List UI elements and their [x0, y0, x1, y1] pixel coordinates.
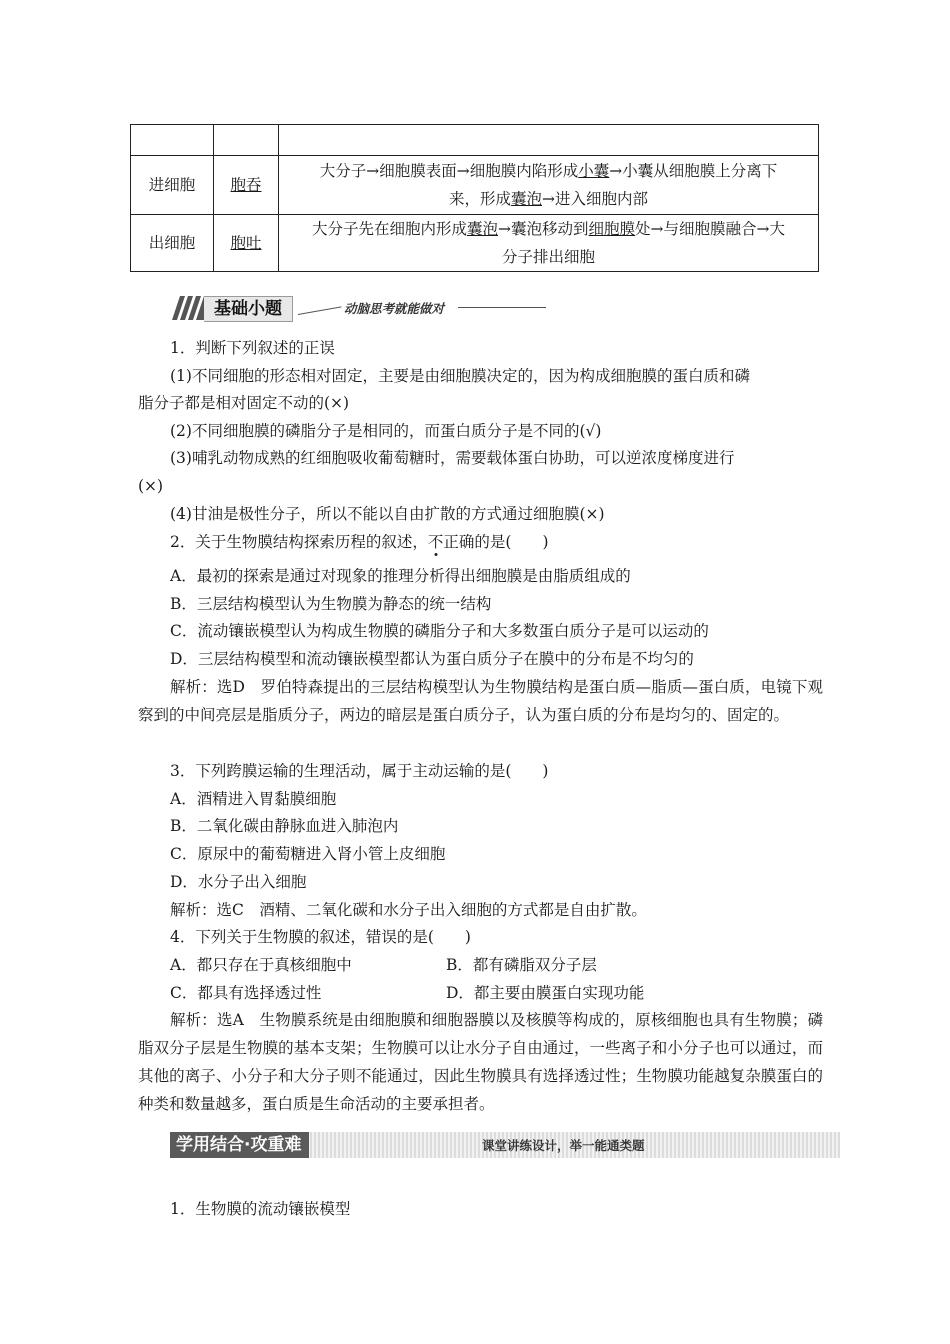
banner-slogan: 课堂讲练设计，举一能通类题	[482, 1138, 645, 1153]
table-row	[131, 215, 819, 272]
q4-analysis: 解析：选A 生物膜系统是由细胞膜和细胞器膜以及核膜等构成的，原核细胞也具有生物膜；磷脂双分子层是生物膜的基本支架；生物膜可以让水分子自由通过，一些离子和小分子也可以通过，而其他的离子、小分子和大分子则不能通过，因此生物膜具有选择透过性；生物膜功能越复杂膜蛋白的种类和数量越多，蛋白质是生命活动的主要承担者。	[138, 1011, 823, 1113]
process-text: 处→与细胞膜融合→大	[635, 220, 786, 238]
q3-option-c: C．原尿中的葡萄糖进入肾小管上皮细胞	[170, 845, 446, 863]
cell-process	[279, 156, 819, 215]
q2-emphasis-mark: 不	[427, 533, 444, 551]
cell-direction: 出细胞	[131, 215, 214, 272]
section-banner-basic	[170, 294, 550, 322]
question-3-stem: 3．下列跨膜运输的生理活动，属于主动运输的是( )	[170, 762, 549, 780]
q4-option-b: B．都有磷脂双分子层	[446, 956, 597, 974]
section-banner-practice	[170, 1132, 840, 1158]
process-text: →囊泡移动到	[498, 220, 589, 238]
q1-statement-3b: (×)	[138, 477, 164, 495]
process-text: 大分子→细胞膜表面→细胞膜内陷形成	[319, 162, 579, 180]
banner-divider	[298, 306, 342, 315]
process-line	[285, 243, 812, 271]
underlined-term: 囊泡	[511, 190, 543, 208]
q2-option-b: B．三层结构模型认为生物膜为静态的统一结构	[170, 595, 492, 613]
process-line	[285, 157, 812, 185]
q1-statement-3a: (3)哺乳动物成熟的红细胞吸收葡萄糖时，需要载体蛋白协助，可以逆浓度梯度进行	[170, 449, 735, 467]
q1-statement-1a: (1)不同细胞的形态相对固定，主要是由细胞膜决定的，因为构成细胞膜的蛋白质和磷	[170, 367, 750, 385]
q2-analysis: 解析：选D 罗伯特森提出的三层结构模型认为生物膜结构是蛋白质—脂质—蛋白质，电镜下观察到的中间亮层是脂质分子，两边的暗层是蛋白质分子，认为蛋白质的分布是均匀的、固定的。	[138, 678, 823, 724]
q4-option-a: A．都只存在于真核细胞中	[170, 956, 352, 974]
underlined-term: 小囊	[578, 162, 610, 180]
stripes-icon	[170, 296, 204, 320]
underlined-term: 细胞膜	[588, 220, 636, 238]
cell-method	[214, 125, 279, 156]
process-text: 大分子先在细胞内形成	[311, 220, 467, 238]
banner-title: 基础小题	[204, 296, 293, 322]
q1-statement-1b: 脂分子都是相对固定不动的(×)	[138, 394, 350, 412]
banner-title: 学用结合·攻重难	[170, 1132, 309, 1158]
cell-method	[214, 156, 279, 215]
q4-option-c: C．都具有选择透过性	[170, 984, 322, 1002]
cell-process	[279, 125, 819, 156]
banner-rule	[458, 307, 546, 308]
question-4-stem: 4．下列关于生物膜的叙述，错误的是( )	[170, 928, 471, 946]
q4-option-d: D．都主要由膜蛋白实现功能	[446, 984, 645, 1002]
table-row	[131, 156, 819, 215]
q2-option-a: A．最初的探索是通过对现象的推理分析得出细胞膜是由脂质组成的	[170, 567, 631, 585]
cell-process	[279, 215, 819, 272]
process-text: 来，形成	[448, 190, 511, 208]
cell-direction	[131, 125, 214, 156]
process-text: →进入细胞内部	[542, 190, 649, 208]
q3-analysis: 解析：选C 酒精、二氧化碳和水分子出入细胞的方式都是自由扩散。	[170, 901, 647, 919]
q2-stem-part-b: 正确的是( )	[443, 533, 549, 551]
q1-statement-4: (4)甘油是极性分子，所以不能以自由扩散的方式通过细胞膜(×)	[170, 505, 605, 523]
q3-option-d: D．水分子出入细胞	[170, 873, 307, 891]
method-label: 胞吞	[230, 176, 262, 194]
q2-option-c: C．流动镶嵌模型认为构成生物膜的磷脂分子和大多数蛋白质分子是可以运动的	[170, 622, 709, 640]
table-row	[131, 125, 819, 156]
underlined-term: 囊泡	[467, 220, 499, 238]
process-line	[285, 185, 812, 213]
q1-statement-2: (2)不同细胞膜的磷脂分子是相同的，而蛋白质分子是不同的(√)	[170, 422, 602, 440]
banner-slogan: 动脑思考就能做对	[344, 301, 445, 316]
process-text: 分子排出细胞	[501, 248, 595, 266]
section-heading: 1．生物膜的流动镶嵌模型	[170, 1200, 351, 1218]
q2-stem-part-a: 2．关于生物膜结构探索历程的叙述，	[170, 533, 428, 551]
question-1-stem: 1．判断下列叙述的正误	[170, 339, 335, 357]
q3-option-a: A．酒精进入胃黏膜细胞	[170, 790, 337, 808]
cell-direction: 进细胞	[131, 156, 214, 215]
question-2-stem	[170, 532, 860, 552]
transport-table	[130, 124, 819, 272]
q3-option-b: B．二氧化碳由静脉血进入肺泡内	[170, 817, 399, 835]
cell-method	[214, 215, 279, 272]
process-text: →小囊从细胞膜上分离下	[609, 162, 778, 180]
q2-option-d: D．三层结构模型和流动镶嵌模型都认为蛋白质分子在膜中的分布是不均匀的	[170, 650, 694, 668]
method-label: 胞吐	[230, 234, 262, 252]
process-line	[285, 215, 812, 243]
